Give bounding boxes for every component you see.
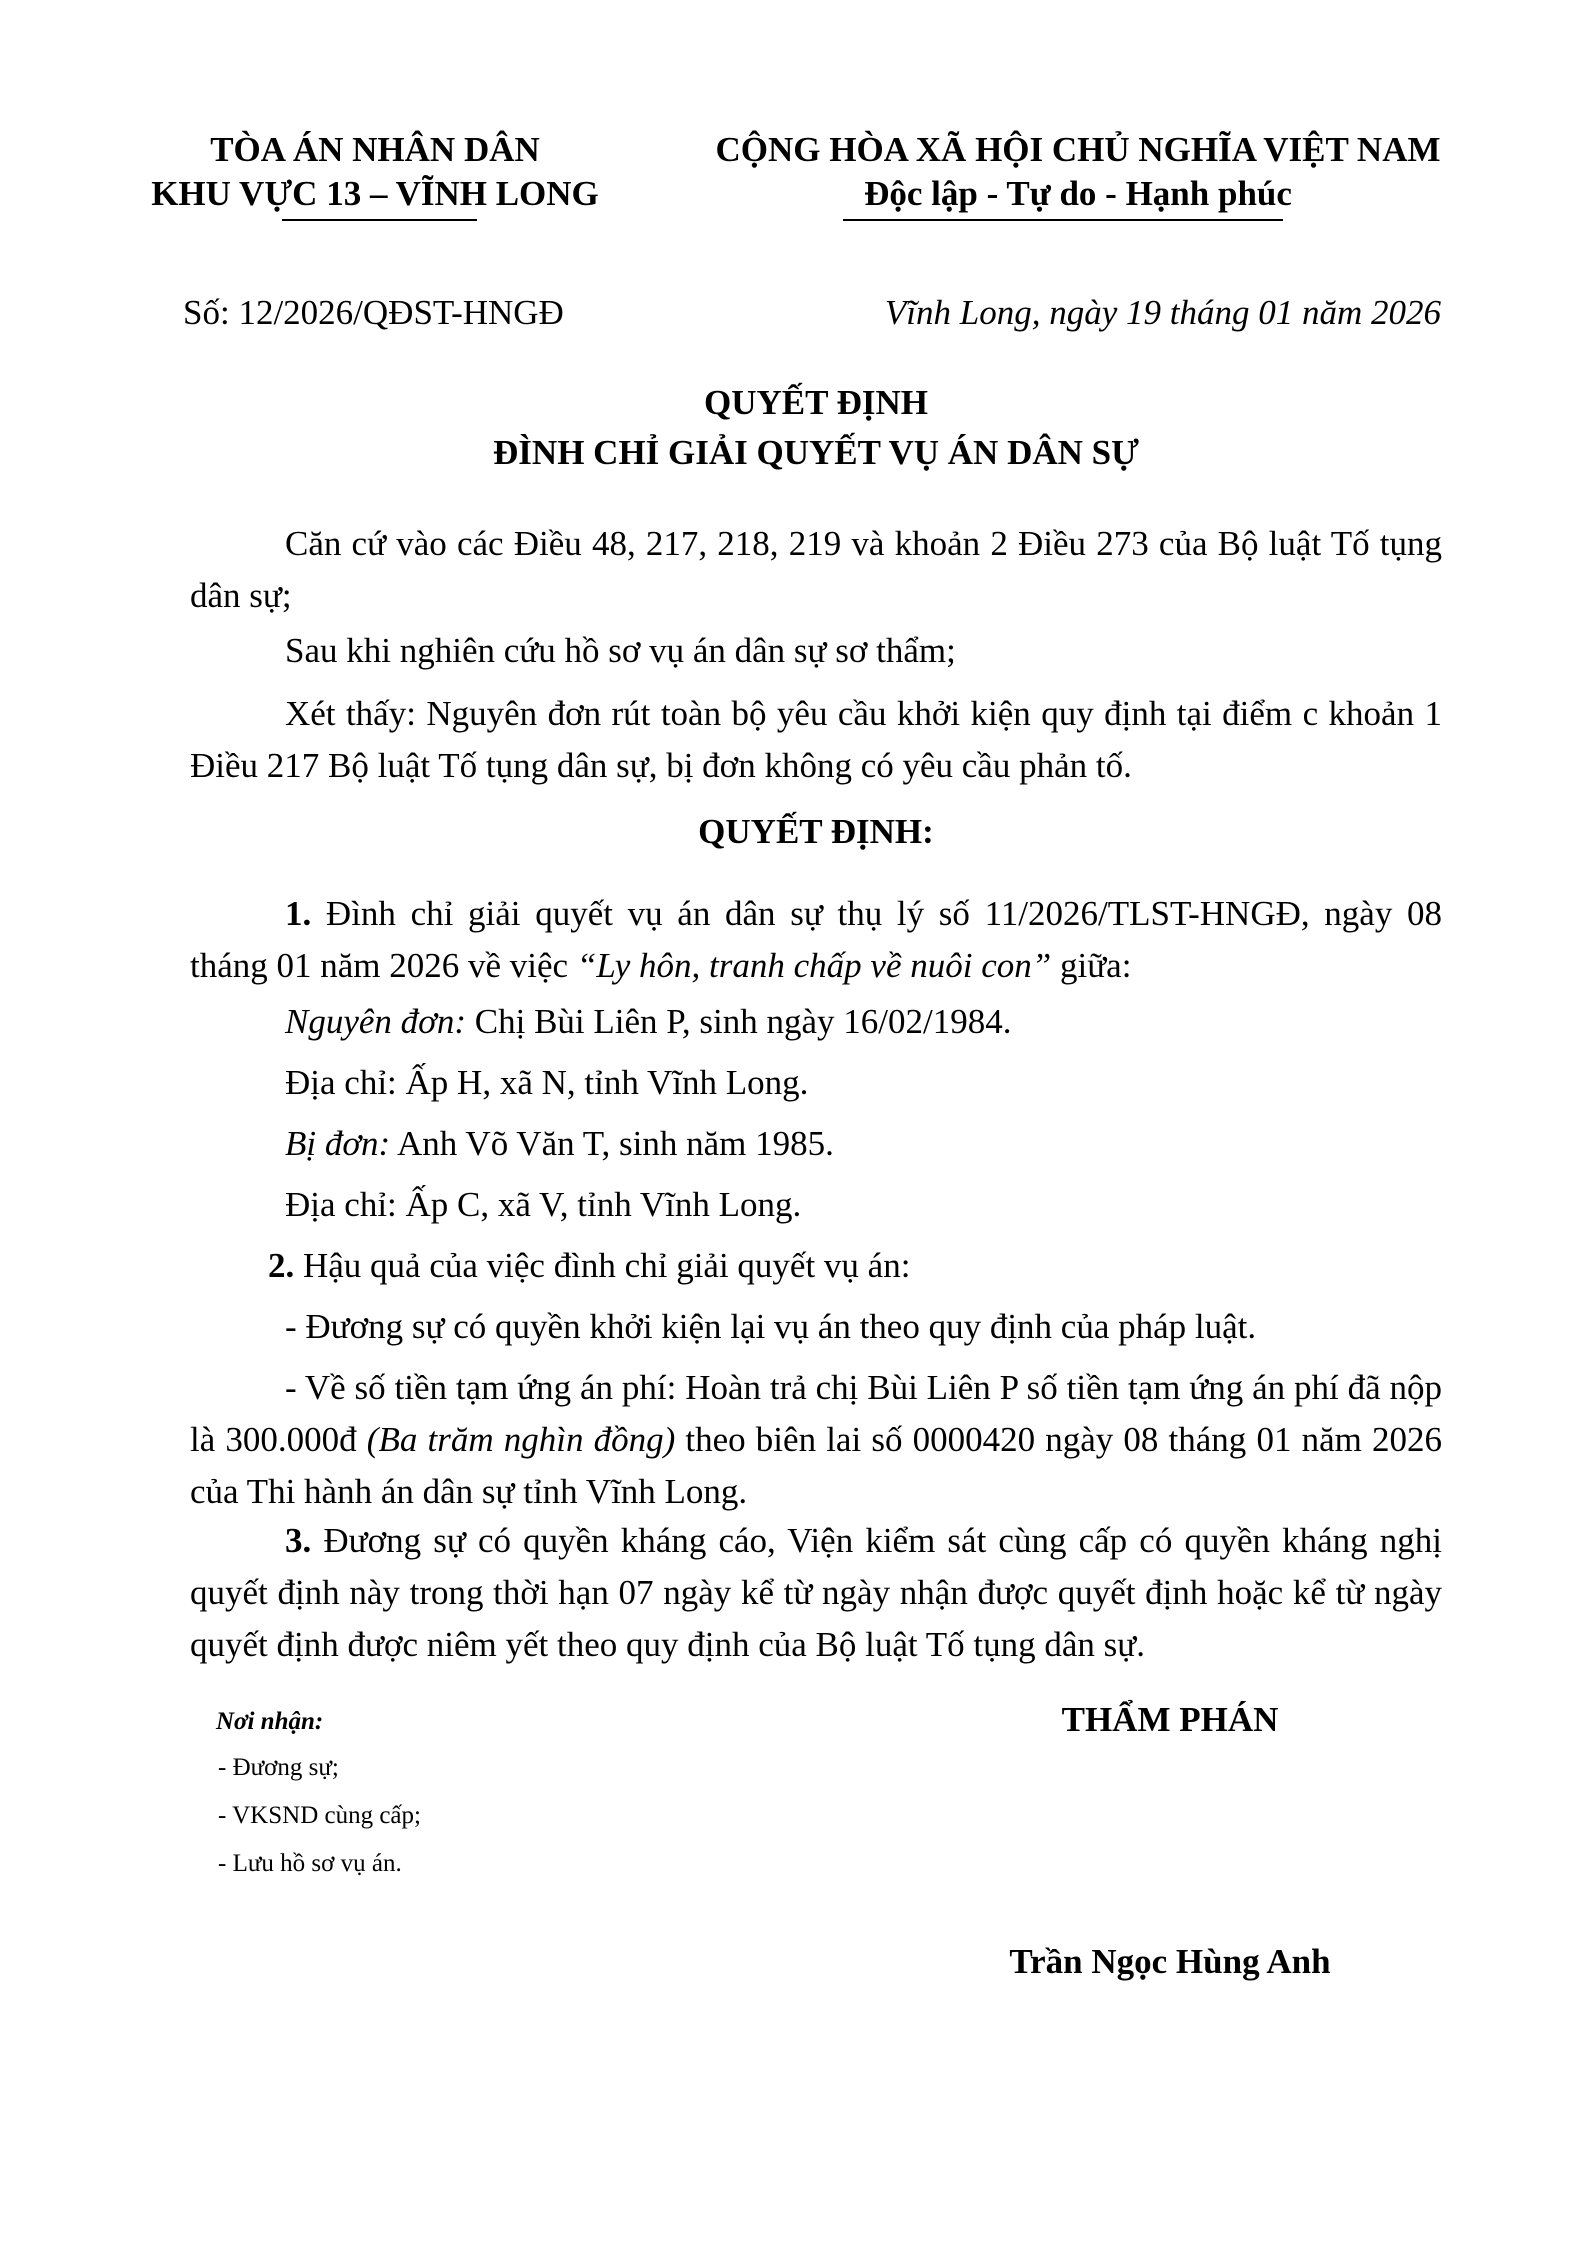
item-1-text-a: Đình chỉ giải quyết vụ án dân sự thụ lý số 11/2026/TLST-HNGĐ, ngày 08 tháng 01 năm 2026 về việc — [190, 894, 1442, 985]
item-3-text: Đương sự có quyền kháng cáo, Viện kiểm sát cùng cấp có quyền kháng nghị quyết định này trong thời hạn 07 ngày kể từ ngày nhận được quyết định hoặc kể từ ngày quyết định được niêm yết theo quy định của Bộ luật Tố tụng dân sự. — [190, 1521, 1442, 1664]
national-motto-underline — [843, 219, 1283, 221]
plaintiff-label: Nguyên đơn: — [285, 1002, 466, 1041]
defendant — [285, 1118, 834, 1170]
place-date: Vĩnh Long, ngày 19 tháng 01 năm 2026 — [884, 293, 1441, 332]
court-header-underline — [282, 219, 477, 221]
item-2-number: 2. — [268, 1246, 295, 1285]
recipients-label: Nơi nhận: — [216, 1708, 324, 1735]
title-line-2: ĐÌNH CHỈ GIẢI QUYẾT VỤ ÁN DÂN SỰ — [493, 433, 1139, 472]
item-2-bullet-2 — [190, 1362, 1442, 1518]
item-3-number: 3. — [285, 1521, 312, 1560]
plaintiff — [285, 996, 1011, 1048]
document-number: Số: 12/2026/QĐST-HNGĐ — [183, 293, 564, 332]
court-header — [150, 128, 600, 216]
decision-heading: QUYẾT ĐỊNH: — [698, 812, 934, 851]
defendant-label: Bị đơn: — [285, 1124, 391, 1163]
item-2-text: Hậu quả của việc đình chỉ giải quyết vụ án: — [294, 1246, 911, 1285]
court-name: TÒA ÁN NHÂN DÂN — [210, 130, 540, 169]
defendant-value: Anh Võ Văn T, sinh năm 1985. — [390, 1124, 834, 1163]
item-2 — [268, 1240, 910, 1292]
defendant-address: Địa chỉ: Ấp C, xã V, tỉnh Vĩnh Long. — [285, 1185, 802, 1224]
item-1 — [190, 888, 1442, 992]
item-2-bullet-2-b: theo biên lai số 0000420 ngày 08 tháng 01 năm 2026 của Thi hành án dân sự tỉnh Vĩnh Long. — [190, 1420, 1442, 1511]
country-name: CỘNG HÒA XÃ HỘI CHỦ NGHĨA VIỆT NAM — [715, 130, 1441, 169]
recipient-item: - Đương sự; — [218, 1754, 339, 1781]
recipient-item: - VKSND cùng cấp; — [218, 1802, 421, 1829]
title-line-1: QUYẾT ĐỊNH — [704, 383, 928, 422]
item-1-text-b: giữa: — [1051, 946, 1132, 985]
basis-finding: Xét thấy: Nguyên đơn rút toàn bộ yêu cầu khởi kiện quy định tại điểm c khoản 1 Điều 217 Bộ luật Tố tụng dân sự, bị đơn không có yêu cầu phản tố. — [190, 694, 1442, 785]
plaintiff-value: Chị Bùi Liên P, sinh ngày 16/02/1984. — [466, 1002, 1012, 1041]
national-header — [698, 128, 1458, 216]
item-2-bullet-2-a: - Về số tiền tạm ứng án phí: Hoàn trả chị Bùi Liên P số tiền tạm ứng án phí đã nộp là 300.000đ — [190, 1368, 1442, 1459]
fee-in-words: (Ba trăm nghìn đồng) — [366, 1420, 676, 1459]
item-2-bullet-1: - Đương sự có quyền khởi kiện lại vụ án theo quy định của pháp luật. — [285, 1307, 1257, 1346]
plaintiff-address: Địa chỉ: Ấp H, xã N, tỉnh Vĩnh Long. — [285, 1063, 809, 1102]
recipient-item: - Lưu hồ sơ vụ án. — [218, 1850, 402, 1877]
national-motto: Độc lập - Tự do - Hạnh phúc — [864, 174, 1292, 213]
case-name: “Ly hôn, tranh chấp về nuôi con” — [576, 946, 1052, 985]
signature-name: Trần Ngọc Hùng Anh — [1009, 1942, 1331, 1981]
document-title — [190, 378, 1442, 478]
item-1-number: 1. — [285, 894, 312, 933]
item-3 — [190, 1515, 1442, 1671]
basis-review: Sau khi nghiên cứu hồ sơ vụ án dân sự sơ thẩm; — [285, 631, 956, 670]
signature-role: THẨM PHÁN — [1061, 1700, 1279, 1739]
court-area: KHU VỰC 13 – VĨNH LONG — [151, 174, 599, 213]
basis-legal: Căn cứ vào các Điều 48, 217, 218, 219 và khoản 2 Điều 273 của Bộ luật Tố tụng dân sự; — [190, 524, 1442, 615]
